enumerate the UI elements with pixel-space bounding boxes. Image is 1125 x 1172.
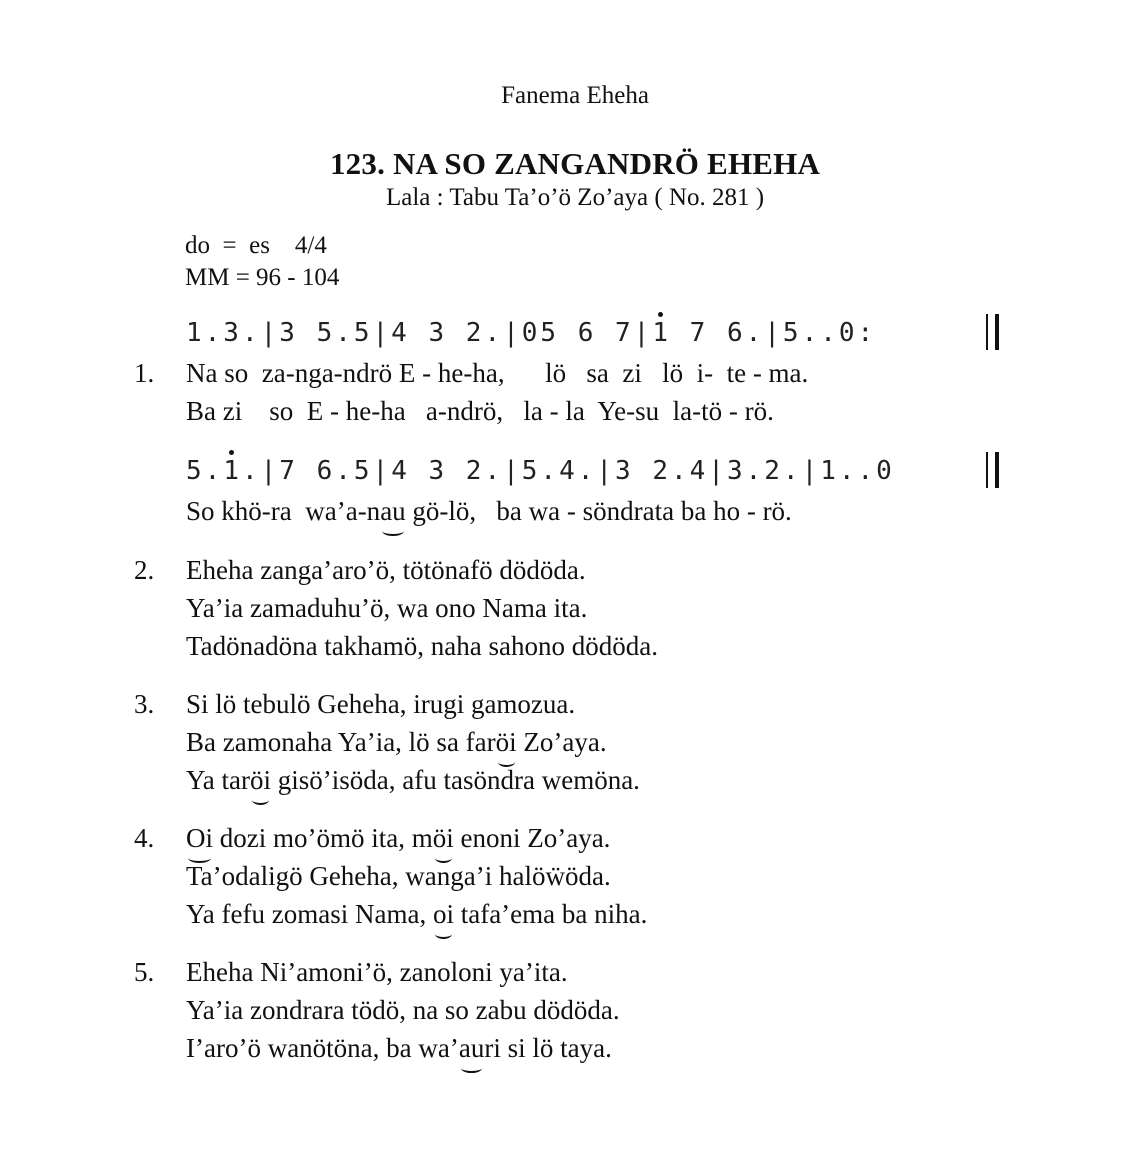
lyric-text: dozi mo’ömö ita, m [219, 823, 433, 853]
verse-line [186, 727, 607, 758]
verse-number: 1. [134, 358, 155, 388]
slurred-syllable: oi [432, 899, 454, 929]
lyric-text: Ya tar [186, 765, 251, 795]
verse-line: Ba zi so E - he-ha a-ndrö, la - la Ye-su la-tö - rö. [186, 396, 774, 426]
slurred-syllable: au [380, 496, 406, 526]
verse-line [186, 899, 647, 930]
slurred-syllable: öi [495, 727, 517, 757]
notation-segment: 5. [186, 456, 224, 486]
tempo-marking: MM = 96 - 104 [185, 264, 340, 291]
lyric-text: Ya fefu zomasi Nama, [186, 899, 433, 929]
lyric-text: ri si lö taya. [484, 1033, 612, 1063]
lyric-text: tafa’ema ba niha. [453, 899, 648, 929]
verse-number: 5. [134, 957, 155, 987]
hymn-title: 123. NA SO ZANGANDRÖ EHEHA [329, 146, 821, 181]
verse-line: Tadönadöna takhamö, naha sahono dödöda. [186, 631, 658, 661]
verse-line: Si lö tebulö Geheha, irugi gamozua. [186, 689, 576, 719]
verse-line [186, 765, 640, 796]
repeat-barline [986, 314, 999, 350]
slurred-syllable: au [458, 1033, 485, 1063]
lyric-text: I’aro’ö wanötöna, ba wa’ [186, 1033, 459, 1063]
high-note: 1 [223, 456, 242, 486]
verse-number: 4. [134, 823, 155, 853]
lyric-text: gö-lö, ba wa - söndrata ba ho - rö. [405, 496, 792, 526]
verse-line [186, 823, 610, 854]
lyric-text: Ba zamonaha Ya’ia, lö sa far [186, 727, 496, 757]
verse-number: 3. [134, 689, 155, 719]
lyric-text: Zo’aya. [516, 727, 607, 757]
verse-line: Ya’ia zondrara tödö, na so zabu dödöda. [186, 995, 620, 1025]
key-signature: do = es 4/4 [185, 232, 327, 259]
verse-line: Na so za-nga-ndrö E - he-ha, lö sa zi lö i- te - ma. [186, 358, 809, 388]
notation-line-1 [186, 318, 876, 348]
final-barline [986, 452, 999, 488]
verse-line [186, 1033, 612, 1064]
verse-number: 2. [134, 555, 155, 585]
verse-line: Eheha zanga’aro’ö, tötönafö dödöda. [186, 555, 586, 585]
lyric-text: enoni Zo’aya. [453, 823, 611, 853]
hymn-tune-reference: Lala : Tabu Ta’o’ö Zo’aya ( No. 281 ) [385, 184, 765, 211]
verse-line: Ta’odaligö Geheha, wanga’i halöẅöda. [186, 861, 611, 891]
refrain-line [186, 496, 792, 527]
lyric-text: gisö’isöda, afu tasöndra wemöna. [271, 765, 640, 795]
slurred-syllable: Oi [186, 823, 213, 853]
lyric-text: So khö-ra wa’a-n [186, 496, 381, 526]
notation-line-2 [186, 456, 895, 486]
notation-segment: 1.3.|3 5.5|4 3 2.|05 6 7| [186, 318, 653, 348]
notation-segment: 7 6.|5..0: [671, 318, 877, 348]
slurred-syllable: öi [432, 823, 454, 853]
notation-segment: .|7 6.5|4 3 2.|5.4.|3 2.4|3.2.|1..0 [241, 456, 895, 486]
page-header: Fanema Eheha [501, 82, 649, 109]
verse-line: Ya’ia zamaduhu’ö, wa ono Nama ita. [186, 593, 588, 623]
high-note: 1 [652, 318, 671, 348]
slurred-syllable: öi [250, 765, 272, 795]
verse-line: Eheha Ni’amoni’ö, zanoloni ya’ita. [186, 957, 568, 987]
